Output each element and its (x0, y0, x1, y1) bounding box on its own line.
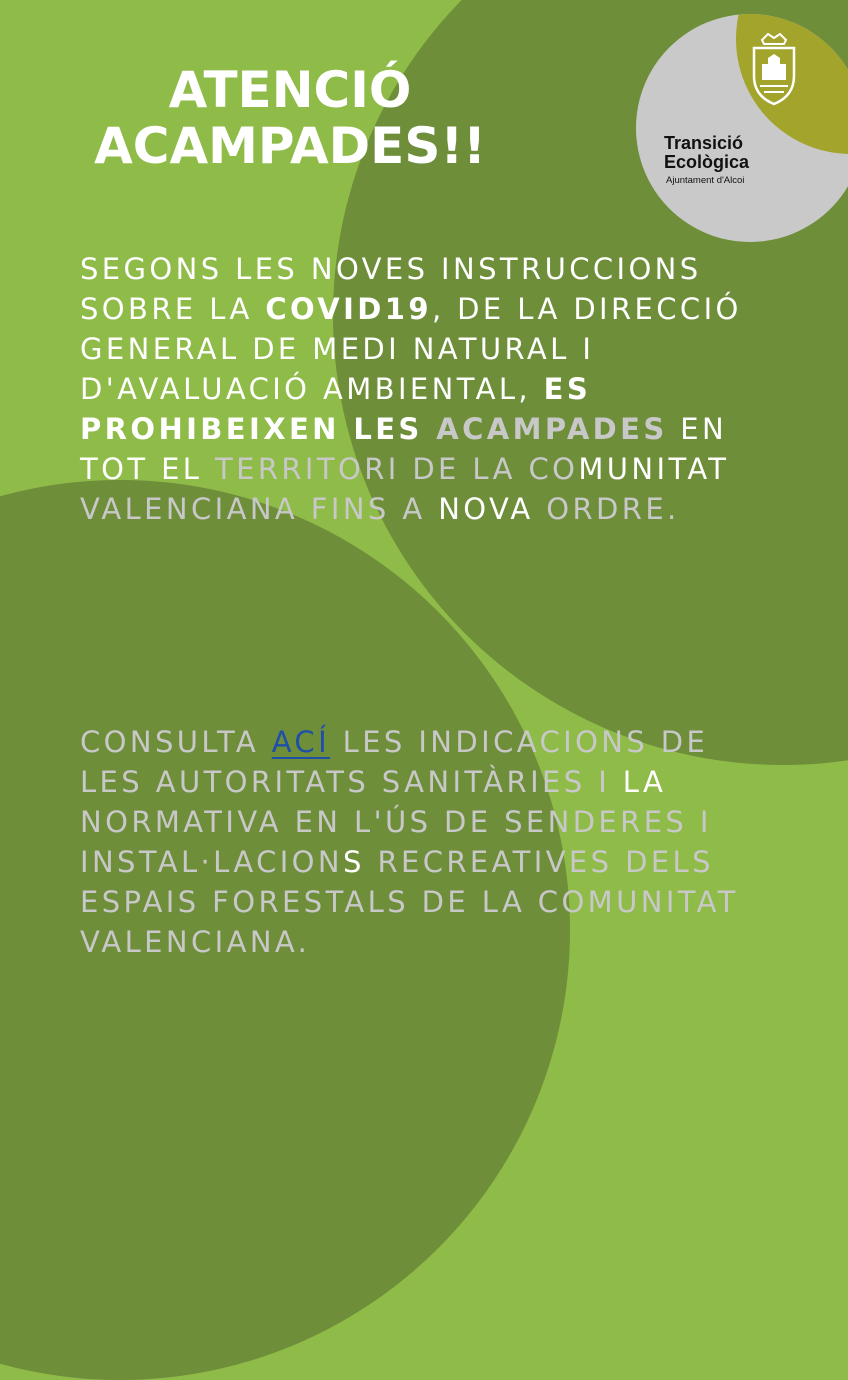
aci-link[interactable]: ACÍ (271, 725, 331, 759)
logo-subtitle: Ajuntament d'Alcoi (666, 175, 745, 186)
paragraph-consult-guidelines: CONSULTA ACÍ LES INDICACIONS DE LES AUTORITATS SANITÀRIES I LA NORMATIVA EN L'ÚS DE SENDERES I INSTAL·LACIONS RECREATIVES DELS ESPAIS FORESTALS DE LA COMUNITAT VALENCIANA. (80, 725, 739, 959)
headline-line-1: ATENCIÓ (168, 61, 412, 119)
headline (70, 62, 510, 174)
headline-line-2: ACAMPADES!! (94, 117, 486, 175)
paragraph-camping-ban: SEGONS LES NOVES INSTRUCCIONS SOBRE LA COVID19, DE LA DIRECCIÓ GENERAL DE MEDI NATURAL I D'AVALUACIÓ AMBIENTAL, ES PROHIBEIXEN LES ACAMPADES EN TOT EL TERRITORI DE LA COMUNITAT VALENCIANA FINS A NOVA ORDRE. (80, 252, 742, 526)
logo-title: Transició Ecològica (664, 133, 750, 172)
prohibition-emphasis: ES PROHIBEIXEN LES (80, 372, 592, 446)
transicio-ecologica-logo (636, 14, 848, 242)
covid-emphasis: COVID19 (265, 292, 432, 326)
alcoi-coat-of-arms-icon (748, 32, 800, 106)
prohibition-emphasis-acampades: ACAMPADES (436, 412, 668, 446)
